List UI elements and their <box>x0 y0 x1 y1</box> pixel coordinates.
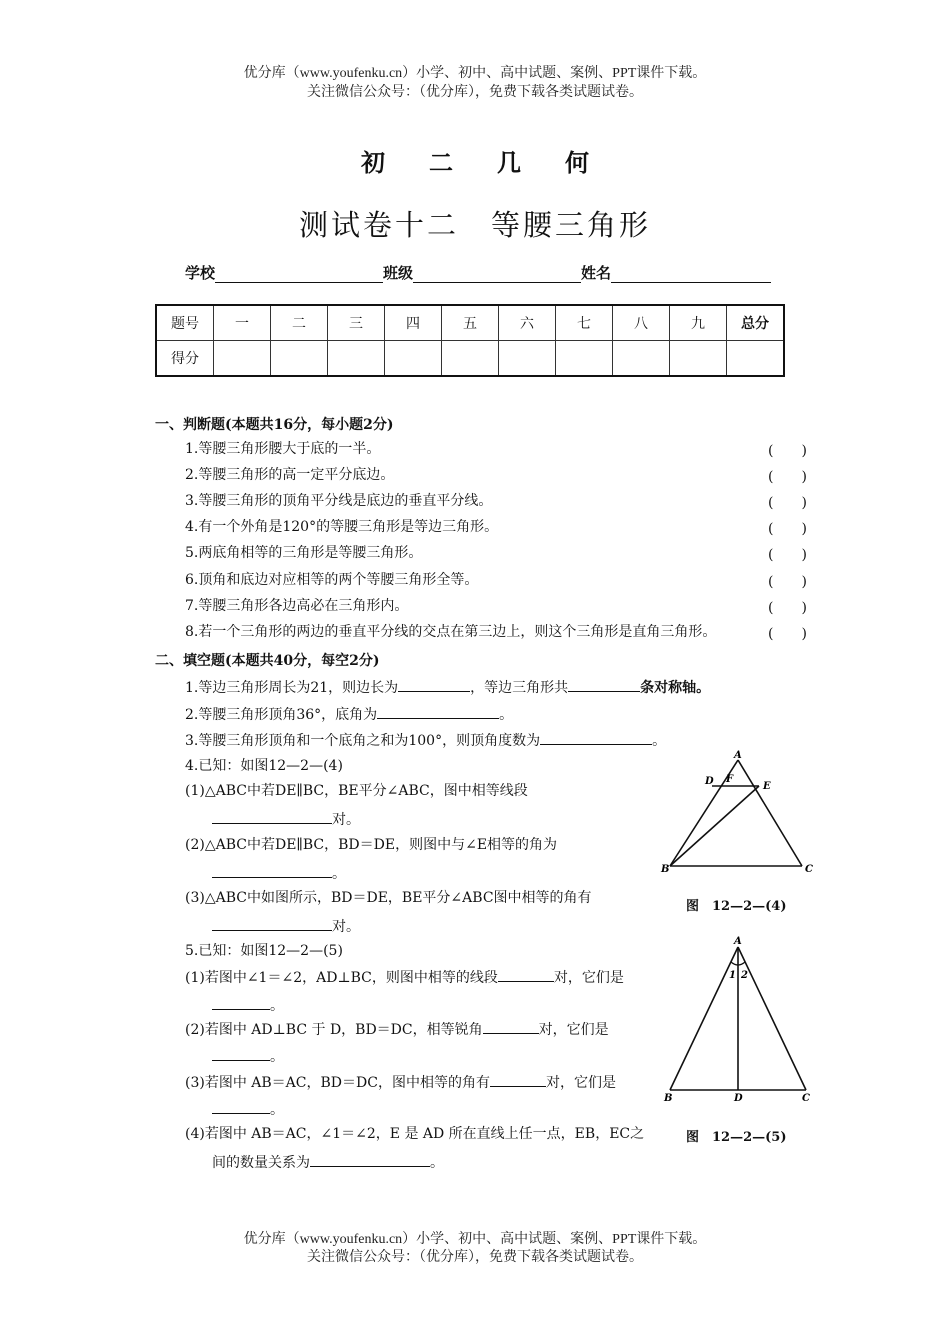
fill-blank[interactable] <box>212 863 332 878</box>
fill-q5-1-end: 。 <box>270 998 284 1014</box>
class-blank[interactable] <box>413 266 581 283</box>
fill-blank[interactable] <box>310 1152 430 1167</box>
label-B: B <box>661 864 670 875</box>
judge-item: 8.若一个三角形的两边的垂直平分线的交点在第三边上，则这个三角形是直角三角形。 <box>185 624 717 640</box>
fill-q3 <box>185 730 666 750</box>
judge-item: 6.顶角和底边对应相等的两个等腰三角形全等。 <box>185 572 479 588</box>
judge-item: 1.等腰三角形腰大于底的一半。 <box>185 441 381 457</box>
label-2: 2 <box>741 970 748 981</box>
section1-title: 一、判断题(本题共16分，每小题2分) <box>155 417 394 433</box>
fill-blank[interactable] <box>377 704 499 719</box>
fill-q1 <box>185 677 710 697</box>
fill-q5-3-text-b: 对，它们是 <box>545 1075 616 1091</box>
fill-q2-text-b: 。 <box>499 707 514 723</box>
fill-q5-1 <box>185 967 624 987</box>
name-label: 姓名 <box>581 264 612 282</box>
fill-q5-3-answer <box>212 1099 284 1119</box>
label-D: D <box>705 776 714 787</box>
score-input-cell[interactable] <box>442 341 499 377</box>
school-blank[interactable] <box>215 266 383 283</box>
fill-q1-text-c: 条对称轴。 <box>640 680 711 696</box>
fill-q4-1-suffix: 对。 <box>332 812 360 828</box>
fill-q5-4-answer <box>212 1152 444 1172</box>
fill-blank[interactable] <box>483 1019 539 1034</box>
fill-blank[interactable] <box>490 1072 546 1087</box>
fill-q5-4: (4)若图中 AB＝AC，∠1＝∠2，E 是 AD 所在直线上任一点，EB，EC之 <box>185 1126 645 1142</box>
answer-paren[interactable]: ( ) <box>768 469 807 485</box>
judge-item: 2.等腰三角形的高一定平分底边。 <box>185 467 395 483</box>
label-D: D <box>734 1093 743 1104</box>
fill-q4-3: (3)△ABC中如图所示，BD＝DE，BE平分∠ABC图中相等的角有 <box>185 890 592 906</box>
score-input-cell[interactable] <box>214 341 271 377</box>
score-input-cell[interactable] <box>385 341 442 377</box>
fill-q5-2-text-b: 对，它们是 <box>538 1022 609 1038</box>
answer-paren[interactable]: ( ) <box>768 574 807 590</box>
answer-paren[interactable]: ( ) <box>768 443 807 459</box>
fill-q2 <box>185 704 513 724</box>
footer-line-1: 优分库（www.youfenku.cn）小学、初中、高中试题、案例、PPT课件下载。 <box>243 1232 707 1247</box>
answer-paren[interactable]: ( ) <box>768 600 807 616</box>
page-subtitle: 测试卷十二 等腰三角形 <box>298 208 651 242</box>
fill-q5-1-text-a: (1)若图中∠1＝∠2，AD⊥BC，则图中相等的线段 <box>185 970 498 986</box>
label-F: F <box>726 774 734 785</box>
score-table-header-row <box>156 305 784 341</box>
line-AC <box>738 947 806 1090</box>
fill-q1-text-a: 1.等边三角形周长为21，则边长为 <box>185 680 399 696</box>
score-cell: 六 <box>499 305 556 341</box>
fill-q5-3 <box>185 1072 616 1092</box>
fill-q2-text-a: 2.等腰三角形顶角36°，底角为 <box>185 707 378 723</box>
school-label: 学校 <box>185 264 216 282</box>
score-input-cell[interactable] <box>499 341 556 377</box>
line-AB <box>670 947 738 1090</box>
score-input-cell[interactable] <box>670 341 727 377</box>
fill-q5-3-end: 。 <box>270 1102 284 1118</box>
header-line-1: 优分库（www.youfenku.cn）小学、初中、高中试题、案例、PPT课件下载。 <box>243 66 707 81</box>
student-info <box>185 262 771 283</box>
judge-item: 7.等腰三角形各边高必在三角形内。 <box>185 598 409 614</box>
score-row-label: 得分 <box>156 341 214 377</box>
section2-title: 二、填空题(本题共40分，每空2分) <box>155 653 380 669</box>
answer-paren[interactable]: ( ) <box>768 626 807 642</box>
score-input-cell[interactable] <box>613 341 670 377</box>
score-input-cell[interactable] <box>271 341 328 377</box>
score-cell: 四 <box>385 305 442 341</box>
answer-paren[interactable]: ( ) <box>768 547 807 563</box>
fill-q5-1-answer <box>212 995 284 1015</box>
label-C: C <box>802 1093 810 1104</box>
fill-q5-2-end: 。 <box>270 1049 284 1065</box>
fill-blank[interactable] <box>540 730 652 745</box>
score-cell: 七 <box>556 305 613 341</box>
fill-q5-3-text-a: (3)若图中 AB＝AC，BD＝DC，图中相等的角有 <box>185 1075 490 1091</box>
header-line-2: 关注微信公众号：（优分库），免费下载各类试题试卷。 <box>307 85 643 100</box>
class-label: 班级 <box>383 264 414 282</box>
fill-q4-1: (1)△ABC中若DE∥BC，BE平分∠ABC，图中相等线段 <box>185 783 528 799</box>
judge-item: 4.有一个外角是120°的等腰三角形是等边三角形。 <box>185 519 499 535</box>
fill-q5-2 <box>185 1019 609 1039</box>
score-cell: 五 <box>442 305 499 341</box>
label-1: 1 <box>729 970 736 981</box>
fill-blank[interactable] <box>212 916 332 931</box>
fill-q3-text-a: 3.等腰三角形顶角和一个底角之和为100°，则顶角度数为 <box>185 733 541 749</box>
score-input-cell[interactable] <box>328 341 385 377</box>
score-input-cell[interactable] <box>556 341 613 377</box>
line-AC <box>738 760 802 866</box>
judge-item: 3.等腰三角形的顶角平分线是底边的垂直平分线。 <box>185 493 493 509</box>
fill-q1-text-b: ，等边三角形共 <box>470 680 569 696</box>
figure-12-2-4 <box>655 748 815 880</box>
judge-item: 5.两底角相等的三角形是等腰三角形。 <box>185 545 423 561</box>
answer-paren[interactable]: ( ) <box>768 495 807 511</box>
fill-blank[interactable] <box>212 995 270 1010</box>
score-cell: 二 <box>271 305 328 341</box>
score-cell: 题号 <box>156 305 214 341</box>
name-blank[interactable] <box>611 266 771 283</box>
score-cell: 三 <box>328 305 385 341</box>
score-table-score-row <box>156 341 784 377</box>
fill-blank[interactable] <box>498 967 554 982</box>
score-cell: 九 <box>670 305 727 341</box>
fill-q4-2: (2)△ABC中若DE∥BC，BD＝DE，则图中与∠E相等的角为 <box>185 837 558 853</box>
fill-blank[interactable] <box>212 809 332 824</box>
fill-blank[interactable] <box>398 677 470 692</box>
fill-q4-2-suffix: 。 <box>332 866 346 882</box>
fill-q4: 4.已知：如图12—2—(4) <box>185 758 343 774</box>
fill-q3-text-b: 。 <box>652 733 667 749</box>
fill-q5-2-answer <box>212 1046 284 1066</box>
page-title: 初二几何 <box>361 148 633 177</box>
fill-q4-3-answer <box>212 916 360 936</box>
score-input-cell[interactable] <box>727 341 785 377</box>
fill-q4-1-answer <box>212 809 360 829</box>
footer-line-2: 关注微信公众号：（优分库），免费下载各类试题试卷。 <box>307 1250 643 1265</box>
fill-q5: 5.已知：如图12—2—(5) <box>185 943 343 959</box>
fill-q4-2-answer <box>212 863 346 883</box>
fill-q5-4-text-b: 间的数量关系为 <box>212 1155 310 1171</box>
score-cell: 一 <box>214 305 271 341</box>
label-C: C <box>805 864 813 875</box>
label-A: A <box>734 750 742 761</box>
answer-paren[interactable]: ( ) <box>768 521 807 537</box>
fill-q5-2-text-a: (2)若图中 AD⊥BC 于 D，BD＝DC，相等锐角 <box>185 1022 483 1038</box>
score-cell: 总分 <box>727 305 785 341</box>
figure-12-2-5 <box>660 935 815 1105</box>
fill-q5-1-text-b: 对，它们是 <box>553 970 624 986</box>
score-table <box>155 304 785 377</box>
fill-blank[interactable] <box>212 1099 270 1114</box>
label-A: A <box>734 936 742 947</box>
figure-4-caption: 图 12—2—(4) <box>686 899 787 914</box>
fill-q4-3-suffix: 对。 <box>332 919 360 935</box>
score-cell: 八 <box>613 305 670 341</box>
fill-q5-4-end: 。 <box>430 1155 444 1171</box>
fill-blank[interactable] <box>568 677 640 692</box>
label-E: E <box>763 781 771 792</box>
figure-5-caption: 图 12—2—(5) <box>686 1130 787 1145</box>
label-B: B <box>664 1093 673 1104</box>
fill-blank[interactable] <box>212 1046 270 1061</box>
